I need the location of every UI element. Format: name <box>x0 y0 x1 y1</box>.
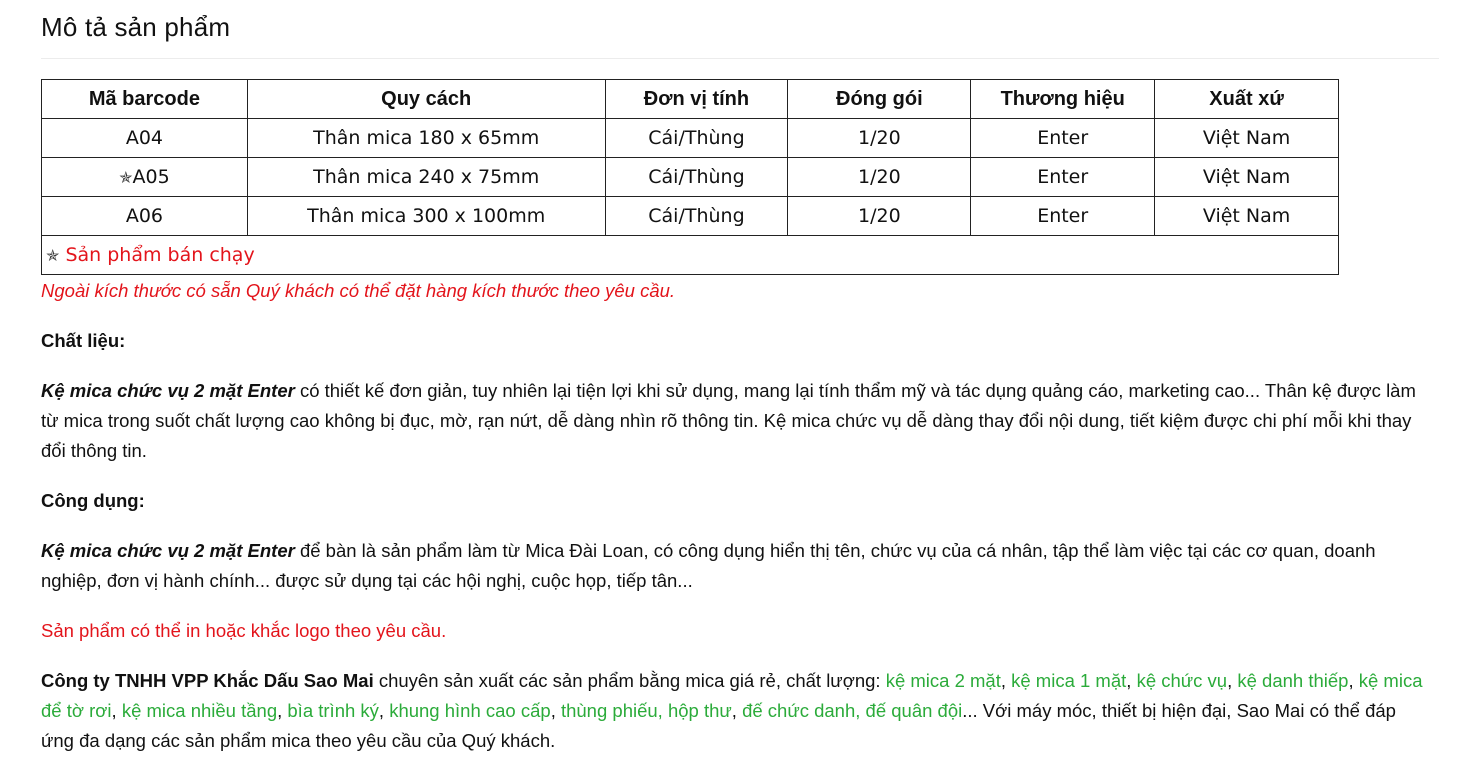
material-text: có thiết kế đơn giản, tuy nhiên lại tiện lợi khi sử dụng, mang lại tính thẩm mỹ và tác dụng quảng cáo, marketing cao... Thân kệ được làm từ mica trong suốt chất lượng cao không bị đục, mờ, rạn nứt, dễ dàng nhìn rõ thông tin. Kệ mica chức vụ dễ dàng thay đổi nội dung, tiết kiệm được chi phí mỗi khi thay đổi thông tin. <box>41 380 1416 461</box>
link-ke-mica-2-mat[interactable]: kệ mica 2 mặt <box>885 670 1001 691</box>
link-ke-mica-de-to-roi[interactable]: kệ mica để tờ rơi <box>41 670 1423 721</box>
company-name: Công ty TNHH VPP Khắc Dấu Sao Mai <box>41 670 374 691</box>
link-separator: , <box>378 700 390 721</box>
link-separator: , <box>550 700 561 721</box>
material-heading <box>41 326 1431 356</box>
company-paragraph <box>41 666 1431 756</box>
logo-note: Sản phẩm có thể in hoặc khắc logo theo yêu cầu. <box>41 620 447 641</box>
size-note: Ngoài kích thước có sẵn Quý khách có thể đặt hàng kích thước theo yêu cầu. <box>41 280 676 301</box>
usage-heading <box>41 486 1431 516</box>
link-separator: , <box>731 700 743 721</box>
company-outro: ... Với máy móc, thiết bị hiện đại, Sao Mai có thể đáp ứng đa dạng các sản phẩm mica theo yêu cầu của Quý khách. <box>41 700 1396 751</box>
table-row <box>42 197 1339 236</box>
link-thung-phieu-hop-thu[interactable]: thùng phiếu, hộp thư <box>560 700 732 721</box>
table-row <box>42 119 1339 158</box>
section-title: Mô tả sản phẩm <box>41 12 231 42</box>
spec-table <box>41 79 1339 275</box>
cell-spec: Thân mica 300 x 100mm <box>247 197 605 236</box>
usage-heading-text: Công dụng: <box>41 490 145 511</box>
cell-unit: Cái/Thùng <box>605 119 788 158</box>
link-ke-chuc-vu[interactable]: kệ chức vụ <box>1136 670 1228 691</box>
link-separator: , <box>1126 670 1137 691</box>
link-de-chuc-danh[interactable]: đế chức danh, đế quân đội <box>742 700 963 721</box>
cell-packing: 1/20 <box>788 197 971 236</box>
usage-paragraph <box>41 536 1431 596</box>
link-separator: , <box>1000 670 1012 691</box>
material-heading-text: Chất liệu: <box>41 330 126 351</box>
cell-barcode <box>42 158 248 197</box>
usage-product-name: Kệ mica chức vụ 2 mặt Enter <box>41 540 295 561</box>
cell-brand: Enter <box>971 158 1155 197</box>
bestseller-note <box>42 236 1339 275</box>
cell-barcode: A04 <box>42 119 248 158</box>
barcode-value: A05 <box>132 166 170 188</box>
link-ke-mica-1-mat[interactable]: kệ mica 1 mặt <box>1011 670 1127 691</box>
cell-spec: Thân mica 180 x 65mm <box>247 119 605 158</box>
header-unit: Đơn vị tính <box>605 80 788 119</box>
star-icon: ✯ <box>46 246 60 265</box>
cell-unit: Cái/Thùng <box>605 197 788 236</box>
link-bia-trinh-ky[interactable]: bìa trình ký <box>287 700 379 721</box>
title-divider <box>41 58 1439 59</box>
material-paragraph <box>41 376 1431 466</box>
header-origin: Xuất xứ <box>1155 80 1339 119</box>
bestseller-label: Sản phẩm bán chạy <box>65 244 255 266</box>
table-header-row <box>42 80 1339 119</box>
cell-spec: Thân mica 240 x 75mm <box>247 158 605 197</box>
usage-text: để bàn là sản phẩm làm từ Mica Đài Loan, có công dụng hiển thị tên, chức vụ của cá nhân, tập thể làm việc tại các cơ quan, doanh nghiệp, đơn vị hành chính... được sử dụng tại các hội nghị, cuộc họp, tiếp tân... <box>41 540 1376 591</box>
link-khung-hinh-cao-cap[interactable]: khung hình cao cấp <box>389 700 551 721</box>
header-brand: Thương hiệu <box>971 80 1155 119</box>
header-packing: Đóng gói <box>788 80 971 119</box>
star-icon: ✯ <box>119 168 133 187</box>
table-note-row <box>42 236 1339 275</box>
cell-origin: Việt Nam <box>1155 158 1339 197</box>
cell-origin: Việt Nam <box>1155 197 1339 236</box>
link-ke-danh-thiep[interactable]: kệ danh thiếp <box>1237 670 1349 691</box>
material-product-name: Kệ mica chức vụ 2 mặt Enter <box>41 380 295 401</box>
link-separator: , <box>277 700 288 721</box>
cell-barcode: A06 <box>42 197 248 236</box>
cell-origin: Việt Nam <box>1155 119 1339 158</box>
cell-brand: Enter <box>971 197 1155 236</box>
cell-unit: Cái/Thùng <box>605 158 788 197</box>
table-row <box>42 158 1339 197</box>
cell-brand: Enter <box>971 119 1155 158</box>
cell-packing: 1/20 <box>788 158 971 197</box>
header-barcode: Mã barcode <box>42 80 248 119</box>
link-separator: , <box>111 700 122 721</box>
link-ke-mica-nhieu-tang[interactable]: kệ mica nhiều tầng <box>121 700 278 721</box>
company-intro: chuyên sản xuất các sản phẩm bằng mica giá rẻ, chất lượng: <box>373 670 886 691</box>
header-spec: Quy cách <box>247 80 605 119</box>
link-separator: , <box>1348 670 1359 691</box>
cell-packing: 1/20 <box>788 119 971 158</box>
link-separator: , <box>1227 670 1238 691</box>
